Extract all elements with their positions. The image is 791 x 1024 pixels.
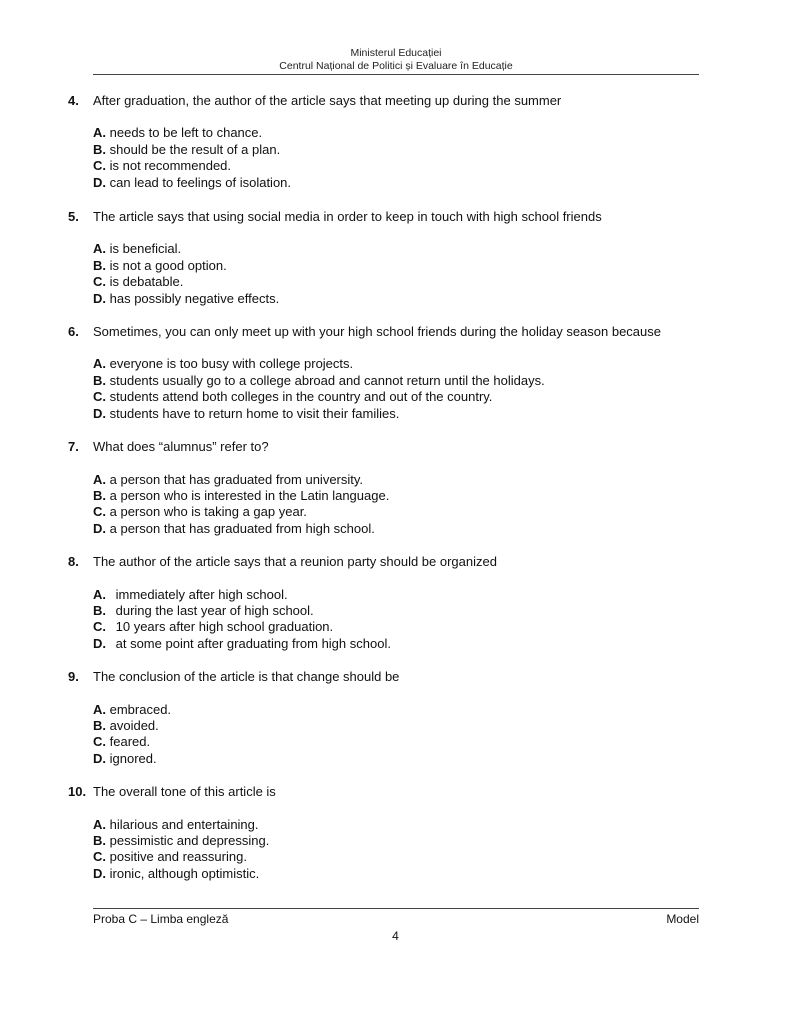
option-text: pessimistic and depressing. [109, 833, 270, 848]
answer-option [93, 521, 699, 537]
option-text: should be the result of a plan. [109, 141, 281, 157]
option-letter: D. [93, 290, 106, 306]
answer-option [93, 472, 699, 488]
answer-option [93, 175, 699, 191]
answer-options [93, 356, 699, 422]
question-block [68, 209, 699, 307]
question-number: 6. [68, 324, 79, 340]
question-block [68, 93, 699, 191]
option-text: during the last year of high school. [115, 602, 314, 618]
option-text: a person who is taking a gap year. [109, 504, 307, 520]
answer-option [93, 406, 699, 422]
option-letter: D. [93, 520, 106, 536]
question-stem: The author of the article says that a reunion party should be organized [93, 554, 497, 570]
option-text: is not recommended. [109, 158, 232, 174]
question-number: 8. [68, 554, 79, 570]
option-letter: D. [93, 750, 106, 766]
option-text: ignored. [109, 750, 157, 766]
question-list [68, 93, 699, 882]
question-number: 4. [68, 93, 79, 108]
option-text: can lead to feelings of isolation. [109, 174, 292, 190]
question-stem: What does “alumnus” refer to? [93, 439, 269, 455]
option-letter: C. [93, 734, 106, 750]
answer-option [93, 291, 699, 307]
answer-option [93, 833, 699, 849]
option-text: everyone is too busy with college projects. [109, 356, 354, 372]
option-letter: A. [93, 241, 106, 257]
option-text: ironic, although optimistic. [109, 865, 260, 881]
answer-option [93, 389, 699, 405]
option-letter: A. [93, 586, 106, 602]
question-number: 10. [68, 784, 87, 800]
option-text: is beneficial. [109, 241, 182, 257]
question-block [68, 324, 699, 422]
answer-option [93, 373, 699, 389]
answer-option [93, 158, 699, 174]
option-letter: B. [93, 487, 106, 503]
answer-option [93, 603, 699, 619]
option-letter: B. [93, 141, 106, 157]
answer-option [93, 817, 699, 833]
option-letter: C. [93, 274, 106, 290]
question-stem: Sometimes, you can only meet up with your high school friends during the holiday season because [93, 324, 661, 340]
option-letter: D. [93, 865, 106, 881]
option-letter: C. [93, 504, 106, 520]
option-letter: A. [93, 471, 106, 487]
answer-options [93, 241, 699, 307]
answer-option [93, 258, 699, 274]
option-text: needs to be left to chance. [109, 125, 263, 141]
question-stem: The overall tone of this article is [93, 784, 276, 800]
header-ministry: Ministerul Educației [350, 47, 442, 59]
option-text: at some point after graduating from high school. [115, 635, 391, 651]
question-block [68, 439, 699, 537]
answer-options [93, 472, 699, 538]
answer-option [93, 619, 699, 635]
answer-option [93, 866, 699, 882]
question-stem: After graduation, the author of the article says that meeting up during the summer [93, 93, 562, 108]
option-letter: D. [93, 405, 106, 421]
page-header [93, 47, 699, 73]
option-letter: C. [93, 389, 106, 405]
option-text: hilarious and entertaining. [109, 816, 259, 832]
option-letter: D. [93, 635, 106, 651]
option-text: immediately after high school. [115, 586, 288, 602]
option-text: is debatable. [109, 274, 184, 290]
option-text: students attend both colleges in the country and out of the country. [109, 389, 493, 405]
option-text: 10 years after high school graduation. [115, 619, 334, 635]
option-letter: A. [93, 701, 106, 717]
answer-options [93, 817, 699, 883]
answer-option [93, 504, 699, 520]
question-number: 7. [68, 439, 79, 455]
option-letter: A. [93, 125, 106, 141]
footer-exam-name: Proba C – Limba engleză [93, 912, 229, 926]
option-text: a person that has graduated from university. [109, 471, 364, 487]
answer-option [93, 241, 699, 257]
question-number: 9. [68, 669, 79, 685]
question-stem: The conclusion of the article is that change should be [93, 669, 400, 685]
question-number: 5. [68, 209, 79, 225]
answer-option [93, 636, 699, 652]
option-letter: C. [93, 849, 106, 865]
option-text: feared. [109, 734, 151, 750]
option-letter: A. [93, 816, 106, 832]
question-block [68, 669, 699, 767]
answer-option [93, 142, 699, 158]
option-text: is not a good option. [109, 257, 227, 273]
answer-option [93, 587, 699, 603]
answer-option [93, 718, 699, 734]
question-stem: The article says that using social media in order to keep in touch with high school friends [93, 209, 602, 225]
answer-option [93, 356, 699, 372]
footer-divider [93, 908, 699, 909]
option-letter: B. [93, 602, 106, 618]
answer-option [93, 849, 699, 865]
option-letter: C. [93, 619, 106, 635]
option-text: students have to return home to visit their families. [109, 405, 400, 421]
option-letter: B. [93, 372, 106, 388]
option-text: a person who is interested in the Latin language. [109, 487, 390, 503]
answer-option [93, 274, 699, 290]
option-text: has possibly negative effects. [109, 290, 280, 306]
option-letter: B. [93, 833, 106, 848]
option-text: embraced. [109, 701, 172, 717]
option-letter: B. [93, 257, 106, 273]
answer-option [93, 702, 699, 718]
option-text: avoided. [109, 717, 159, 733]
option-letter: A. [93, 356, 106, 372]
option-text: positive and reassuring. [109, 849, 247, 865]
option-text: students usually go to a college abroad and cannot return until the holidays. [109, 372, 545, 388]
option-letter: B. [93, 717, 106, 733]
footer-model-label: Model [666, 912, 699, 926]
answer-options [93, 125, 699, 191]
option-letter: C. [93, 158, 106, 174]
answer-option [93, 751, 699, 767]
question-block [68, 784, 699, 882]
option-text: a person that has graduated from high school. [109, 520, 375, 536]
header-center: Centrul Național de Politici și Evaluare în Educație [279, 60, 513, 72]
answer-options [93, 702, 699, 768]
answer-option [93, 734, 699, 750]
header-divider [93, 74, 699, 75]
answer-option [93, 488, 699, 504]
option-letter: D. [93, 174, 106, 190]
answer-options [93, 587, 699, 653]
question-block [68, 554, 699, 652]
answer-option [93, 125, 699, 141]
page-number: 4 [392, 929, 399, 943]
